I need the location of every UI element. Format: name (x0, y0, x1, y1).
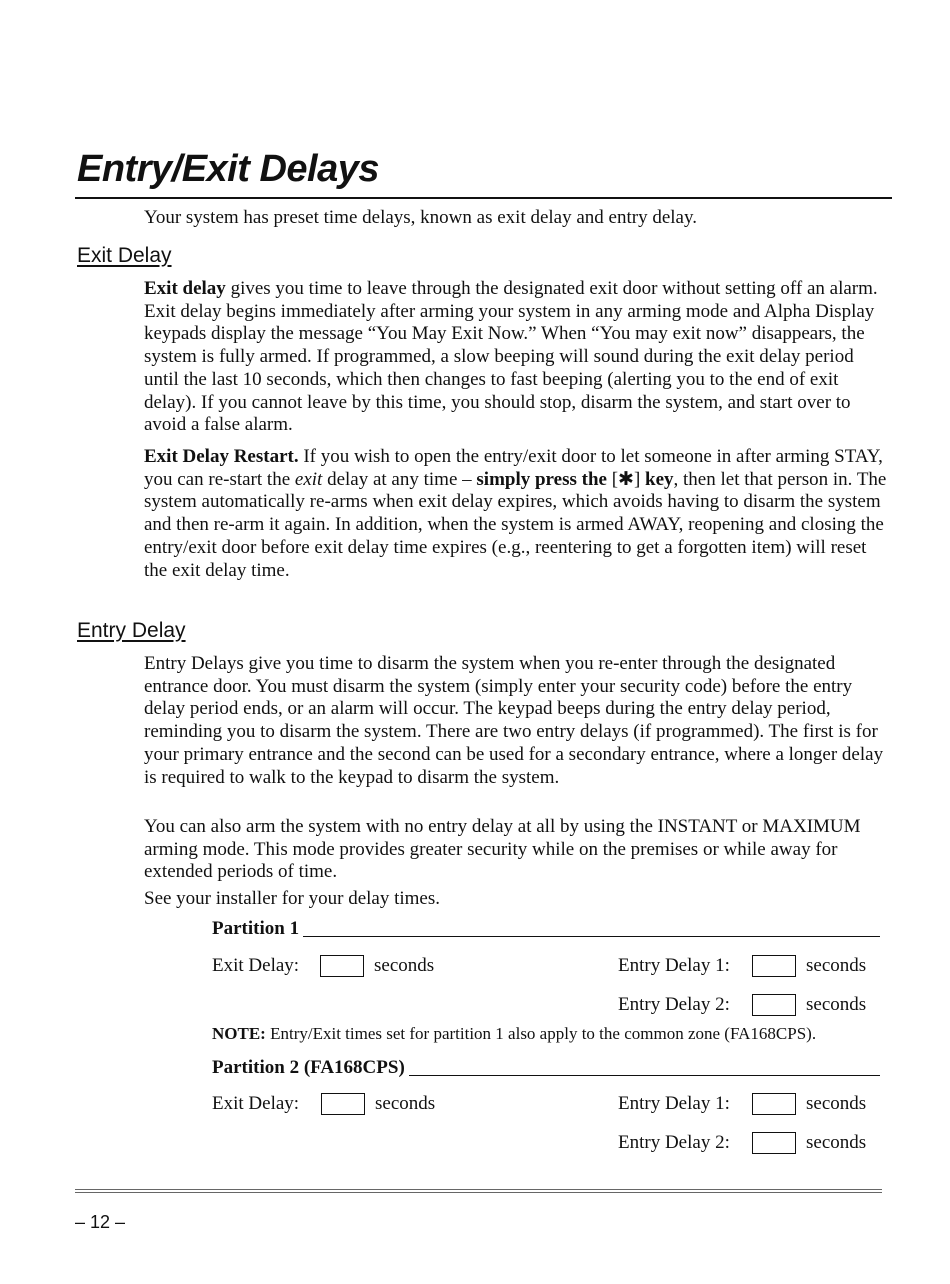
exit-delay-text: gives you time to leave through the designated exit door without setting off an alarm. Exit delay begins immediately after arming your system in any arming mode and Alpha Display keypads display the message “You May Exit Now.” When “You may exit now” disappears, the system is fully armed. If programmed, a slow beeping will sound during the exit delay period until the last 10 seconds, which then changes to fast beeping (alerting you to the end of exit delay). If you cannot leave by this time, you should stop, disarm the system, and start over to avoid a false alarm. (144, 278, 878, 436)
exit-delay-term: Exit delay (144, 278, 226, 299)
page-number: – 12 – (75, 1212, 126, 1232)
p1-entry-delay-2-units: seconds (806, 994, 867, 1015)
partition-1-header (212, 917, 880, 941)
entry-delay-paragraph: Entry Delays give you time to disarm the system when you re-enter through the designated entrance door. You must disarm the system (simply enter your security code) before the entry delay period ends, or an alarm will occur. The keypad beeps during the entry delay period, reminding you to disarm the system. There are two entry delays (if programmed). The first is for your primary entrance and the second can be used for a secondary entrance, where a longer delay is required to walk to the keypad to disarm the system. (144, 653, 884, 788)
footer-rule-top (75, 1189, 882, 1190)
p2-entry-delay-2-box[interactable] (752, 1132, 796, 1154)
note-text: Entry/Exit times set for partition 1 also apply to the common zone (FA168CPS). (265, 1024, 817, 1043)
p1-exit-delay-box[interactable] (320, 955, 364, 977)
partition-2-header (212, 1056, 880, 1080)
p1-entry-delay-2-label: Entry Delay 2: (618, 994, 730, 1015)
p1-exit-delay-units: seconds (374, 955, 435, 976)
p2-exit-delay-units: seconds (375, 1093, 436, 1114)
exit-delay-paragraph (144, 278, 892, 437)
intro-paragraph: Your system has preset time delays, known as exit delay and entry delay. (144, 207, 697, 228)
entry-delay-heading: Entry Delay (77, 619, 186, 642)
p1-entry-delay-1-box[interactable] (752, 955, 796, 977)
exit-delay-heading: Exit Delay (77, 244, 172, 267)
p2-entry-delay-2-label: Entry Delay 2: (618, 1132, 730, 1153)
p1-exit-delay-label: Exit Delay: (212, 955, 300, 976)
entry-delay-instant-paragraph: You can also arm the system with no entry delay at all by using the INSTANT or MAXIMUM arming mode. This mode provides greater security while on the premises or while away for extended periods of time. (144, 816, 861, 883)
exit-delay-restart-paragraph (144, 446, 892, 582)
installer-note: See your installer for your delay times. (144, 888, 441, 909)
p2-entry-delay-1-box[interactable] (752, 1093, 796, 1115)
key-word: key (645, 468, 674, 490)
p2-exit-delay-box[interactable] (321, 1093, 365, 1115)
page-title: Entry/Exit Delays (77, 148, 379, 190)
restart-text-b: delay at any time – (322, 468, 477, 490)
p1-entry-delay-1-units: seconds (806, 955, 867, 976)
p1-entry-delay-2-box[interactable] (752, 994, 796, 1016)
star-key: [✱] (606, 468, 646, 490)
partition-2-title: Partition 2 (FA168CPS) (212, 1057, 405, 1079)
exit-italic: exit (294, 468, 323, 490)
restart-text-a: If you wish to open the entry/exit door to let someone in after arming STAY, you can re-start the (144, 446, 883, 490)
press-instruction: simply press the (476, 468, 607, 490)
p1-entry-delay-1-label: Entry Delay 1: (618, 955, 730, 976)
partition-1-title: Partition 1 (212, 918, 300, 940)
p2-entry-delay-2-units: seconds (806, 1132, 867, 1153)
p2-entry-delay-1-label: Entry Delay 1: (618, 1093, 730, 1114)
partition-note (212, 1024, 816, 1044)
title-rule (75, 197, 892, 199)
note-label: NOTE: (212, 1024, 266, 1043)
restart-text-c: , then let that person in. The system automatically re-arms when exit delay expires, which avoids having to disarm the system and then re-arm it again. In addition, when the system is armed AWAY, reopening and closing the entry/exit door before exit delay time expires (e.g., reentering to get a forgotten item) will reset the exit delay time. (144, 468, 887, 581)
p2-entry-delay-1-units: seconds (806, 1093, 867, 1114)
partition-1-underline (303, 936, 880, 937)
p2-exit-delay-label: Exit Delay: (212, 1093, 300, 1114)
exit-delay-restart-term: Exit Delay Restart. (144, 446, 299, 467)
footer-rule-bottom (75, 1192, 882, 1193)
partition-2-underline (409, 1075, 880, 1076)
